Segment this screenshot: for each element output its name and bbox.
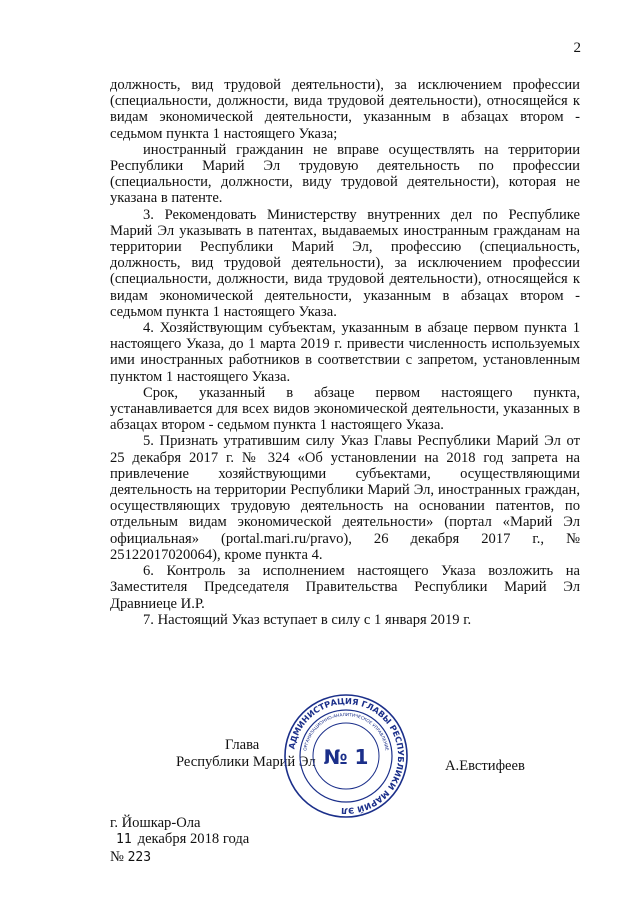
paragraph: иностранный гражданин не вправе осуществлять на территории Республики Марий Эл трудовую деятельность по профессии (специальности, должности, виду трудовой деятельности), которая не указана в патенте. — [110, 141, 580, 207]
official-seal-stamp — [283, 693, 409, 819]
paragraph: 4. Хозяйствующим субъектам, указанным в абзаце первом пункта 1 настоящего Указа, до 1 марта 2019 г. привести численность используемых ими иностранных работников в соответствии с запретом, установленным пунктом 1 настоящего Указа. — [110, 320, 580, 385]
decree-number — [110, 849, 151, 866]
number-prefix: № — [110, 849, 124, 865]
signature-subtitle: Республики Марий Эл — [176, 754, 316, 770]
signing-date — [110, 831, 249, 848]
document-body — [110, 77, 580, 628]
number-value: 223 — [127, 850, 152, 865]
paragraph: 7. Настоящий Указ вступает в силу с 1 января 2019 г. — [143, 611, 472, 628]
paragraph: 6. Контроль за исполнением настоящего Указа возложить на Заместителя Председателя Правительства Республики Марий Эл Дравниеце И.Р. — [110, 563, 580, 612]
paragraph: Срок, указанный в абзаце первом настоящего пункта, устанавливается для всех видов экономической деятельности, указанных в абзацах втором - седьмом пункта 1 настоящего Указа. — [110, 384, 580, 434]
seal-number: № 1 — [323, 745, 369, 769]
paragraph: 3. Рекомендовать Министерству внутренних дел по Республике Марий Эл указывать в патентах, выдаваемых иностранным гражданам на территории Республики Марий Эл, профессию (специальность, должность, вид трудовой деятельности), за исключением профессии (специальности, должности, вида трудовой деятельности), относящейся к видам экономической деятельности, указанным в абзацах втором - седьмом пункта 1 настоящего Указа. — [110, 206, 580, 320]
signature-title: Глава — [225, 737, 260, 753]
paragraph: 5. Признать утратившим силу Указ Главы Республики Марий Эл от 25 декабря 2017 г. № 324 «Об установлении на 2018 год запрета на привлечение хозяйствующими субъектами, осуществляющими деятельность на территории Республики Марий Эл, иностранных граждан, осуществляющих трудовую деятельность на основании патентов, по отдельным видам экономической деятельности» (портал «Марий Эл официальная» (portal.mari.ru/pravo), 26 декабря 2017 г., № 25122017020064), кроме пункта 4. — [110, 433, 580, 563]
city: г. Йошкар-Ола — [110, 815, 201, 831]
page-number: 2 — [573, 40, 581, 56]
seal-inner-text: ОРГАНИЗАЦИОННО-АНАЛИТИЧЕСКОЕ УПРАВЛЕНИЕ — [303, 712, 389, 752]
date-month-year: декабря 2018 года — [137, 831, 250, 847]
seal-outer-text: АДМИНИСТРАЦИЯ ГЛАВЫ РЕСПУБЛИКИ МАРИЙ ЭЛ — [286, 695, 407, 817]
signature-name: А.Евстифеев — [445, 758, 525, 774]
paragraph: должность, вид трудовой деятельности), за исключением профессии (специальности, должности, вида трудовой деятельности), относящейся к видам экономической деятельности, указанным в абзацах втором - седьмом пункта 1 настоящего Указа; — [110, 77, 580, 142]
date-day: 11 — [116, 832, 132, 847]
